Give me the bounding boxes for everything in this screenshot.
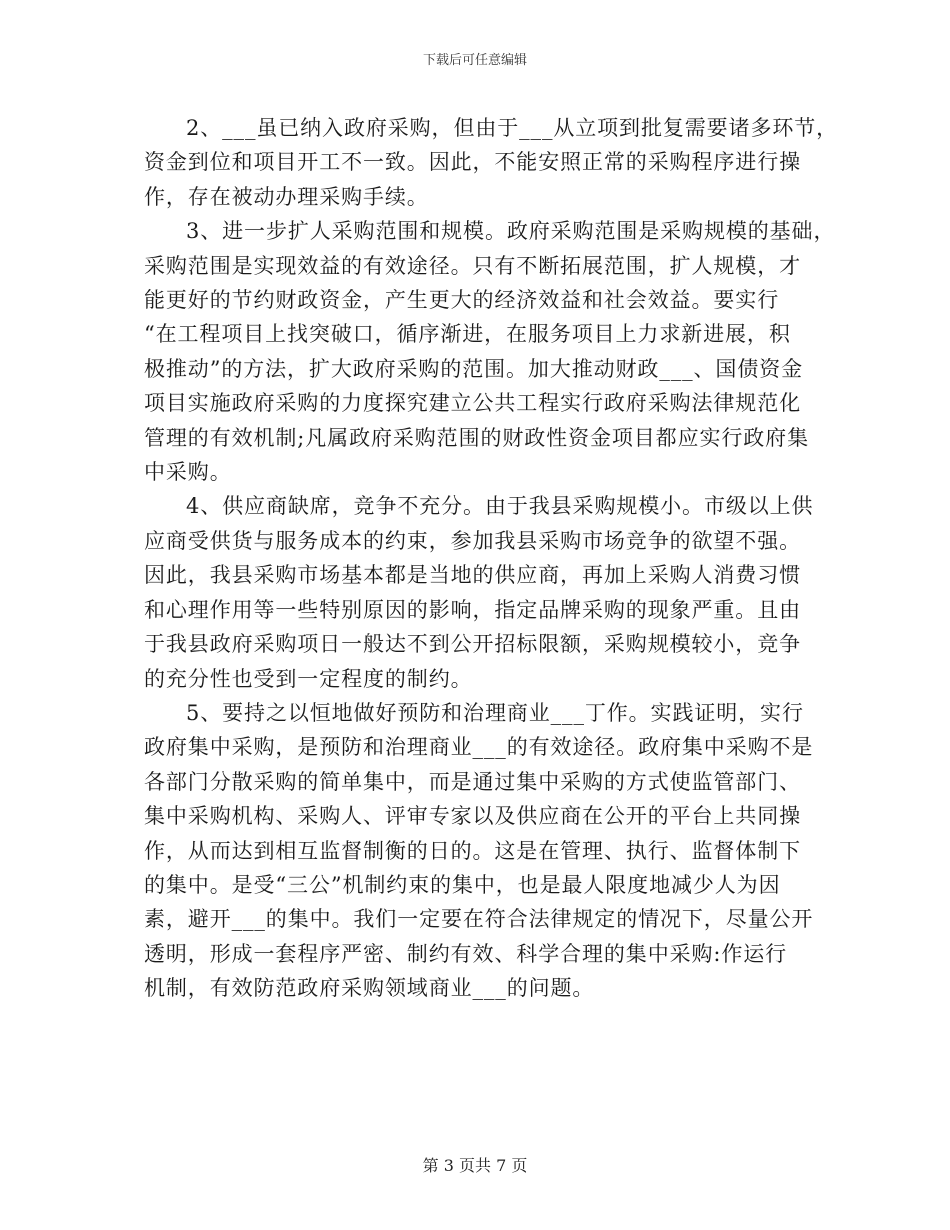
text-line: 4、供应商缺席，竞争不充分。由于我县采购规模小。市级以上供 xyxy=(186,494,814,519)
text-line: 和心理作用等一些特别原因的影响，指定品牌采购的现象严重。且由 xyxy=(144,597,801,622)
page-number: 第 3 页共 7 页 xyxy=(422,1156,528,1175)
text-line: 作，从而达到相互监督制衡的日的。这是在管理、执行、监督体制下 xyxy=(144,838,801,863)
text-line: 透明，形成一套程序严密、制约有效、科学合理的集中采购:作运行 xyxy=(144,941,788,966)
text-line: 2、___虽已纳入政府采购，但由于___从立项到批复需要诸多环节， xyxy=(186,116,839,140)
text-line: 素，避开___的集中。我们一定要在符合法律规定的情况下，尽量公开 xyxy=(144,907,814,932)
text-line: 机制，有效防范政府采购领域商业___的问题。 xyxy=(144,976,595,1001)
text-line: 应商受供货与服务成本的约束，参加我县采购市场竞争的欲望不强。 xyxy=(144,528,801,553)
text-line: 资金到位和项目开工不一致。因此，不能安照正常的采购程序进行操 xyxy=(144,150,801,175)
text-line: 中采购。 xyxy=(144,460,232,485)
text-line: 项目实施政府采购的力度探究建立公共工程实行政府采购法律规范化 xyxy=(144,391,801,416)
text-line: 的集中。是受“三公”机制约束的集中，也是最人限度地减少人为因 xyxy=(144,872,781,897)
text-line: 作，存在被动办理采购手续。 xyxy=(144,184,429,209)
text-line: 能更好的节约财政资金，产生更大的经济效益和社会效益。要实行 xyxy=(144,288,780,313)
text-line: 集中采购机构、采购人、评审专家以及供应商在公开的平台上共同操 xyxy=(144,804,801,829)
document-body xyxy=(144,111,839,1006)
download-edit-note: 下载后可任意编辑 xyxy=(422,53,527,68)
paragraph-5 xyxy=(144,696,814,1006)
text-line: 各部门分散采购的简单集中，而是通过集中采购的方式使监管部门、 xyxy=(144,769,801,794)
text-line: 3、进一步扩人采购范围和规模。政府采购范围是采购规模的基础， xyxy=(186,219,836,244)
text-line: 管理的有效机制;凡属政府采购范围的财政性资金项目都应实行政府集 xyxy=(144,425,809,450)
text-line: 5、要持之以恒地做好预防和治理商业___丁作。实践证明，实行 xyxy=(186,700,804,725)
text-line: 政府集中采购，是预防和治理商业___的有效途径。政府集中采购不是 xyxy=(144,735,814,760)
text-line: 因此，我县采购市场基本都是当地的供应商，再加上采购人消费习惯 xyxy=(144,563,801,588)
text-line: 于我县政府采购项日一般达不到公开招标限额，采购规模较小，竞争 xyxy=(144,632,801,657)
paragraph-4 xyxy=(144,489,814,695)
text-line: 极推动”的方法，扩大政府采购的范围。加大推动财政___、国债资金 xyxy=(144,356,804,381)
paragraph-2 xyxy=(144,111,839,214)
text-line: 的充分性也受到一定程度的制约。 xyxy=(144,666,473,691)
text-line: “在工程项目上找突破口，循序渐进，在服务项目上力求新进展，积 xyxy=(144,322,791,347)
text-line: 采购范围是实现效益的有效途径。只有不断拓展范围，扩人规模，才 xyxy=(144,253,801,278)
paragraph-3 xyxy=(144,214,836,489)
